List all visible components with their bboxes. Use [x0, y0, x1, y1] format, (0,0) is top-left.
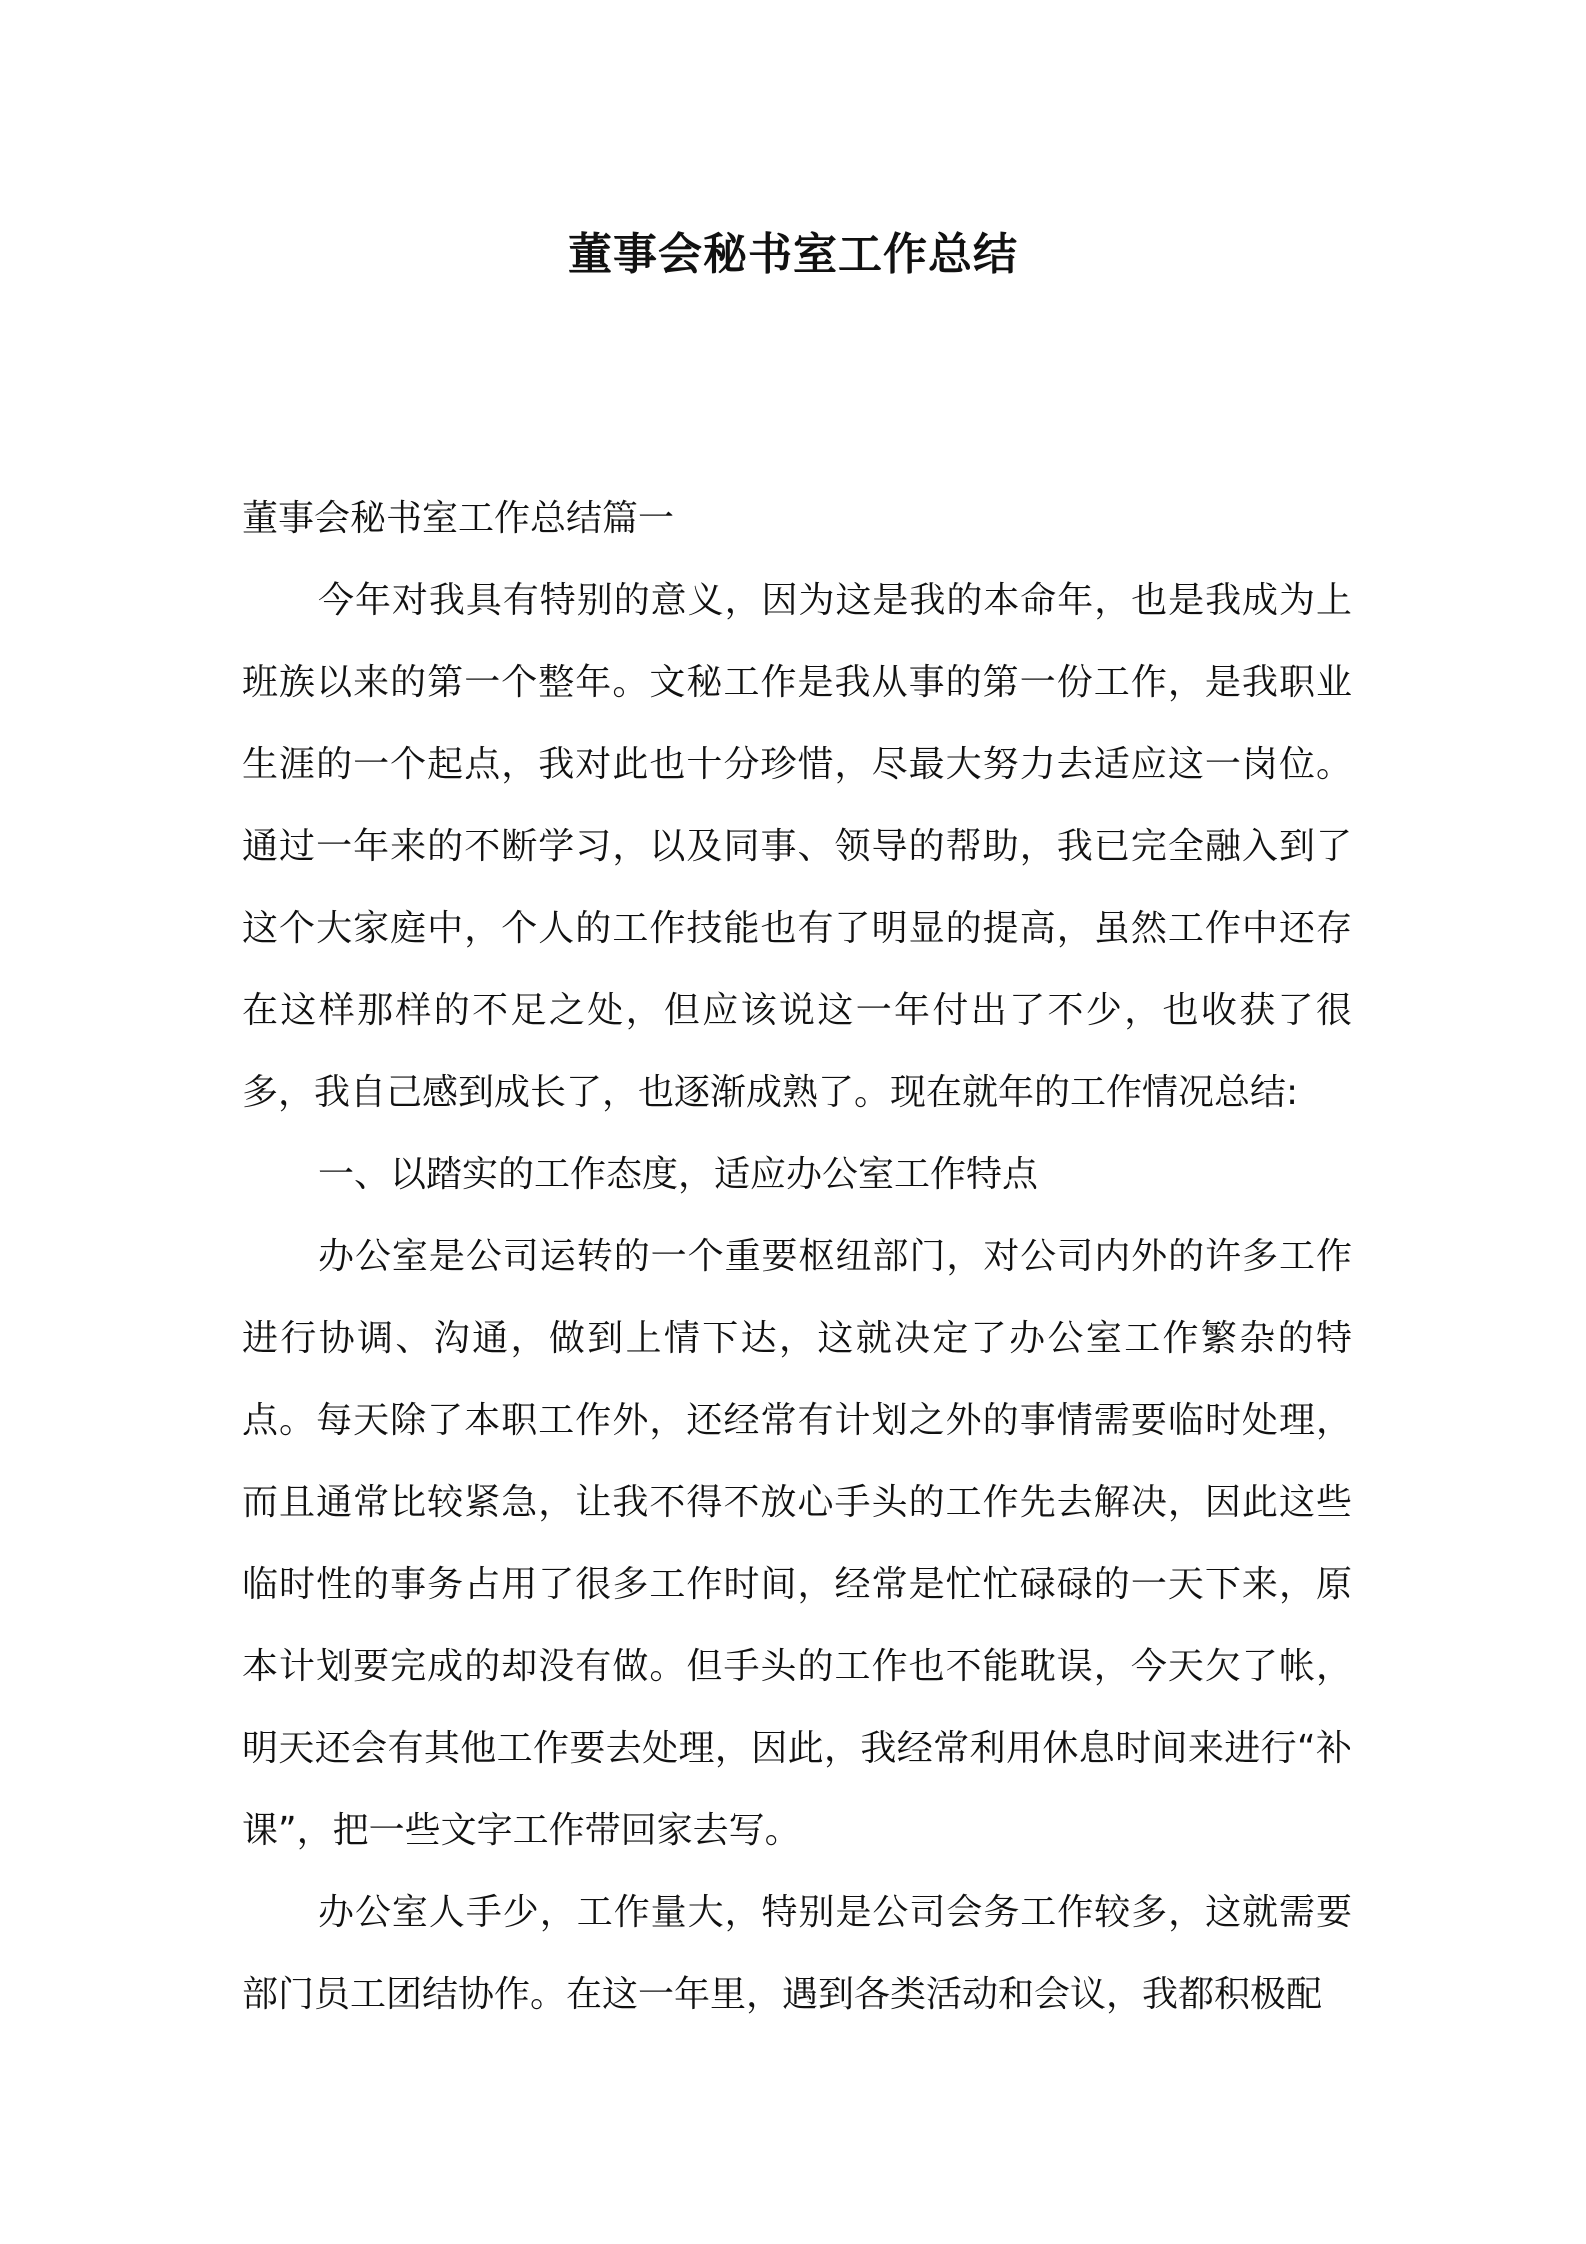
document-body — [242, 478, 1352, 2036]
document-title: 董事会秘书室工作总结 — [568, 229, 1018, 280]
section-subtitle: 董事会秘书室工作总结篇一 — [242, 498, 675, 539]
paragraph-intro: 今年对我具有特别的意义，因为这是我的本命年，也是我成为上班族以来的第一个整年。文秘工作是我从事的第一份工作，是我职业生涯的一个起点，我对此也十分珍惜，尽最大努力去适应这一岗位。通过一年来的不断学习，以及同事、领导的帮助，我已完全融入到了这个大家庭中，个人的工作技能也有了明显的提高，虽然工作中还存在这样那样的不足之处，但应该说这一年付出了不少，也收获了很多，我自己感到成长了，也逐渐成熟了。现在就年的工作情况总结: — [242, 580, 1352, 1113]
section-heading-1: 一、以踏实的工作态度，适应办公室工作特点 — [318, 1154, 1039, 1195]
paragraph-teamwork: 办公室人手少，工作量大，特别是公司会务工作较多，这就需要部门员工团结协作。在这一年里，遇到各类活动和会议，我都积极配 — [242, 1892, 1352, 2015]
paragraph-office-role: 办公室是公司运转的一个重要枢纽部门，对公司内外的许多工作进行协调、沟通，做到上情下达，这就决定了办公室工作繁杂的特点。每天除了本职工作外，还经常有计划之外的事情需要临时处理，而且通常比较紧急，让我不得不放心手头的工作先去解决，因此这些临时性的事务占用了很多工作时间，经常是忙忙碌碌的一天下来，原本计划要完成的却没有做。但手头的工作也不能耽误，今天欠了帐，明天还会有其他工作要去处理，因此，我经常利用休息时间来进行“补课”，把一些文字工作带回家去写。 — [242, 1236, 1352, 1851]
